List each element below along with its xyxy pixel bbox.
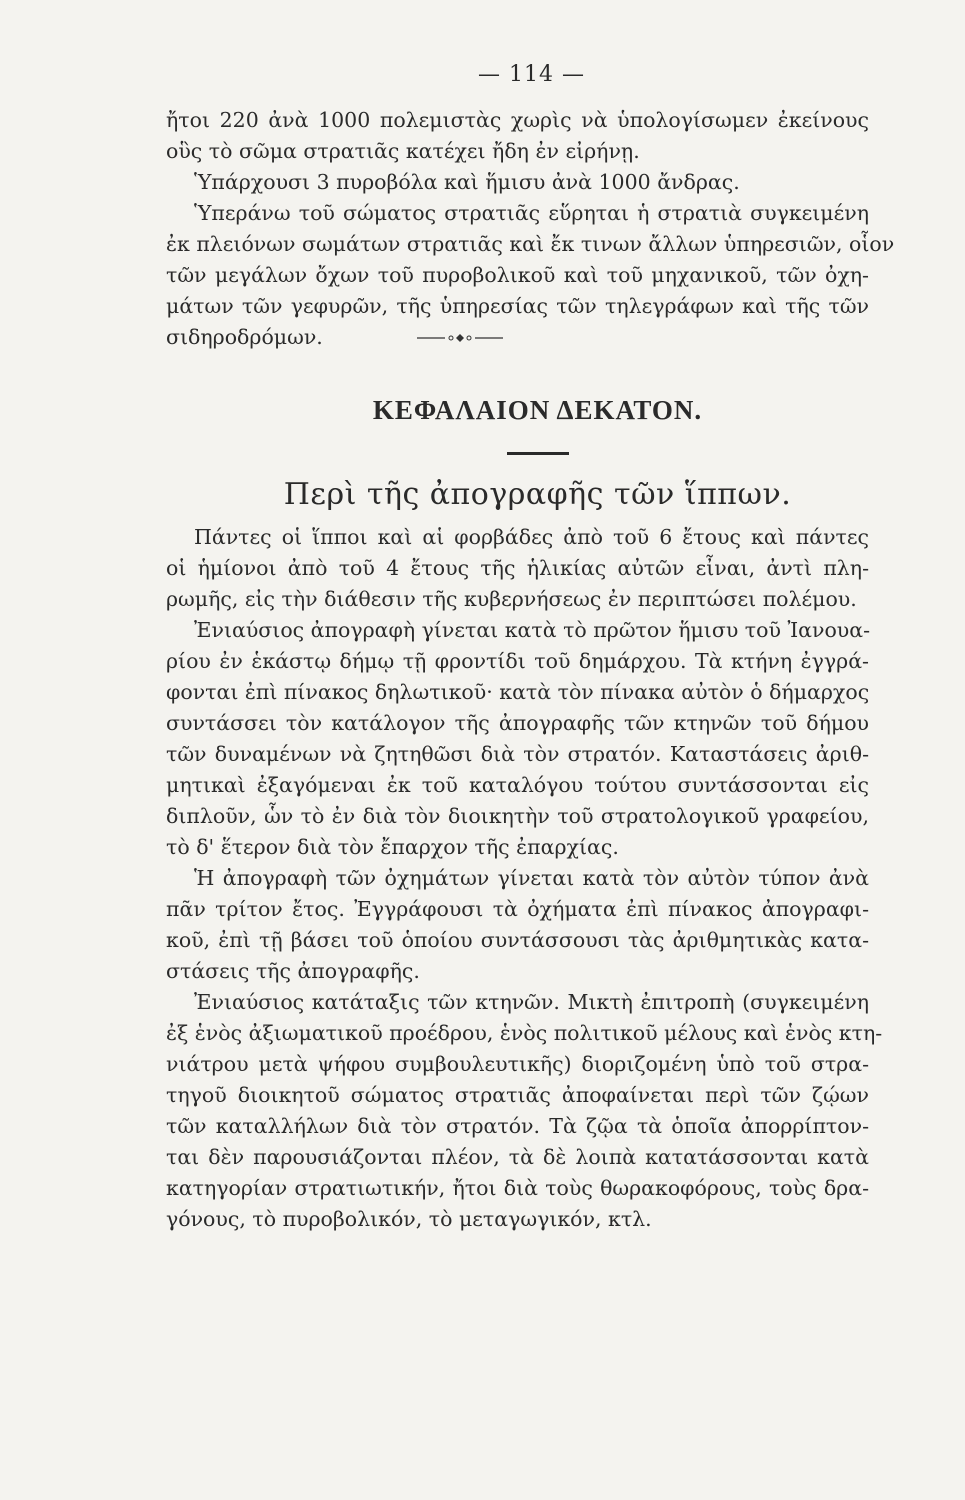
text-line: κοῦ, ἐπὶ τῇ βάσει τοῦ ὁποίου συντάσσουσι τὰς ἀριθμητικὰς κατα-: [166, 928, 869, 952]
text-line: ται δὲν παρουσιάζονται πλέον, τὰ δὲ λοιπὰ κατατάσσονται κατὰ: [166, 1145, 869, 1169]
heading-rule: [507, 452, 569, 455]
intro-text: [166, 105, 895, 353]
text-line: οἱ ἡμίονοι ἀπὸ τοῦ 4 ἔτους τῆς ἡλικίας αὐτῶν εἶναι, ἀντὶ πλη-: [166, 556, 869, 580]
text-line: διπλοῦν, ὧν τὸ ἐν διὰ τὸν διοικητὴν τοῦ στρατολογικοῦ γραφείου,: [166, 804, 869, 828]
text-line: ἐξ ἑνὸς ἀξιωματικοῦ προέδρου, ἑνὸς πολιτικοῦ μέλους καὶ ἑνὸς κτη-: [166, 1021, 883, 1045]
text-line: τηγοῦ διοικητοῦ σώματος στρατιᾶς ἀποφαίνεται περὶ τῶν ζῴων: [166, 1083, 869, 1107]
text-line: νιάτρου μετὰ ψήφου συμβουλευτικῆς) διοριζομένη ὑπὸ τοῦ στρα-: [166, 1052, 869, 1076]
body-text: [166, 522, 883, 1235]
text-line: Ἐνιαύσιος κατάταξις τῶν κτηνῶν. Μικτὴ ἐπιτροπὴ (συγκειμένη: [194, 990, 869, 1014]
text-line: τὸ δ' ἕτερον διὰ τὸν ἔπαρχον τῆς ἐπαρχίας.: [166, 835, 619, 859]
text-line: ρίου ἐν ἑκάστῳ δήμῳ τῇ φροντίδι τοῦ δημάρχου. Τὰ κτήνη ἐγγρά-: [166, 649, 869, 673]
text-line: τῶν δυναμένων νὰ ζητηθῶσι διὰ τὸν στρατόν. Καταστάσεις ἀριθ-: [166, 742, 869, 766]
text-line: Ὑπάρχουσι 3 πυροβόλα καὶ ἥμισυ ἀνὰ 1000 ἄνδρας.: [194, 170, 740, 194]
chapter-heading: ΚΕΦΑΛΑΙΟΝ ΔΕΚΑΤΟΝ.: [372, 395, 703, 425]
text-line-with-ornament: [166, 322, 869, 353]
text-line: ἤτοι 220 ἀνὰ 1000 πολεμιστὰς χωρὶς νὰ ὑπολογίσωμεν ἐκείνους: [166, 108, 869, 132]
text-line: Ἡ ἀπογραφὴ τῶν ὀχημάτων γίνεται κατὰ τὸν αὐτὸν τύπον ἀνὰ: [194, 866, 869, 890]
text-line: μάτων τῶν γεφυρῶν, τῆς ὑπηρεσίας τῶν τηλεγράφων καὶ τῆς τῶν: [166, 294, 869, 318]
text-line: τῶν μεγάλων ὄχων τοῦ πυροβολικοῦ καὶ τοῦ μηχανικοῦ, τῶν ὀχη-: [166, 263, 869, 287]
text-line: Πάντες οἱ ἵπποι καὶ αἱ φορβάδες ἀπὸ τοῦ 6 ἔτους καὶ πάντες: [194, 525, 869, 549]
text-line: τῶν καταλλήλων διὰ τὸν στρατόν. Τὰ ζῷα τὰ ὁποῖα ἀπορρίπτον-: [166, 1114, 869, 1138]
ornament-divider-icon: [415, 332, 505, 344]
text-line: Ὑπεράνω τοῦ σώματος στρατιᾶς εὕρηται ἡ στρατιὰ συγκειμένη: [194, 201, 869, 225]
text-line: κατηγορίαν στρατιωτικήν, ἤτοι διὰ τοὺς θωρακοφόρους, τοὺς δρα-: [166, 1176, 869, 1200]
text-line: ἐκ πλειόνων σωμάτων στρατιᾶς καὶ ἔκ τινων ἄλλων ὑπηρεσιῶν, οἷον: [166, 232, 895, 256]
text-line: οὓς τὸ σῶμα στρατιᾶς κατέχει ἤδη ἐν εἰρήνῃ.: [166, 139, 640, 163]
text-line: γόνους, τὸ πυροβολικόν, τὸ μεταγωγικόν, κτλ.: [166, 1207, 652, 1231]
text-line: φονται ἐπὶ πίνακος δηλωτικοῦ· κατὰ τὸν πίνακα αὐτὸν ὁ δήμαρχος: [166, 680, 870, 704]
text-line: ρωμῆς, εἰς τὴν διάθεσιν τῆς κυβερνήσεως ἐν περιπτώσει πολέμου.: [166, 587, 857, 611]
text-line: συντάσσει τὸν κατάλογον τῆς ἀπογραφῆς τῶν κτηνῶν τοῦ δήμου: [166, 711, 869, 735]
text-line: πᾶν τρίτον ἔτος. Ἐγγράφουσι τὰ ὀχήματα ἐπὶ πίνακος ἀπογραφι-: [166, 897, 869, 921]
page-number: — 114 —: [478, 62, 585, 87]
text-line: σιδηροδρόμων.: [166, 325, 323, 349]
text-line: Ἐνιαύσιος ἀπογραφὴ γίνεται κατὰ τὸ πρῶτον ἥμισυ τοῦ Ἰανουα-: [194, 618, 871, 642]
section-title: Περὶ τῆς ἀπογραφῆς τῶν ἵππων.: [283, 477, 792, 512]
text-line: στάσεις τῆς ἀπογραφῆς.: [166, 959, 420, 983]
text-line: μητικαὶ ἐξαγόμεναι ἐκ τοῦ καταλόγου τούτου συντάσσονται εἰς: [166, 773, 869, 797]
